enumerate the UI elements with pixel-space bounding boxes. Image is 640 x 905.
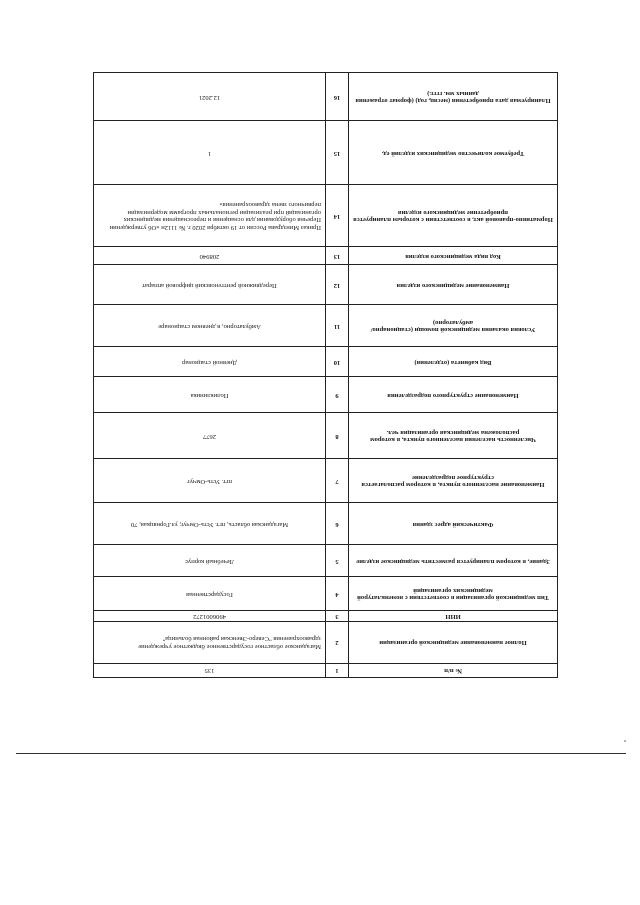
table-row: [94, 305, 558, 347]
row-value: Лечебный корпус: [94, 545, 326, 577]
table-row: [94, 247, 558, 265]
row-number: 13: [326, 247, 349, 265]
row-header: Численность населения населенного пункта, в котором расположена медицинская организация чел.: [349, 413, 558, 459]
table-row: [94, 664, 558, 678]
table-row: [94, 347, 558, 377]
table-row: [94, 503, 558, 545]
row-header: ИНН: [349, 611, 558, 622]
row-header: Тип медицинской организации в соответствии с номенклатурой медицинских организаций: [349, 577, 558, 611]
row-header: Здание, в котором планируется разместить медицинское изделие: [349, 545, 558, 577]
row-value: Магаданская область, пгт. Усть-Омчуг, ул.Горняцкая, 70: [94, 503, 326, 545]
row-value: пгт. Усть-Омчуг: [94, 459, 326, 503]
table-row: [94, 622, 558, 664]
row-header: Нормативно-правовой акт, в соответствии с которым планируется приобретение медицинского изделия: [349, 185, 558, 247]
row-value: 208940: [94, 247, 326, 265]
table-row: [94, 413, 558, 459]
scan-speck: [624, 740, 626, 742]
row-value: 12.2021: [94, 73, 326, 121]
row-value: 2677: [94, 413, 326, 459]
row-header: Наименование структурного подразделения: [349, 377, 558, 413]
row-number: 14: [326, 185, 349, 247]
rotated-table: [93, 73, 558, 678]
row-header: Вид кабинета (отделения): [349, 347, 558, 377]
row-header: Фактический адрес здания: [349, 503, 558, 545]
row-value: 135: [94, 664, 326, 678]
row-number: 11: [326, 305, 349, 347]
row-value: 4906001272: [94, 611, 326, 622]
row-header: Полное наименование медицинской организации: [349, 622, 558, 664]
row-number: 9: [326, 377, 349, 413]
horizontal-divider: [16, 753, 626, 754]
table-row: [94, 545, 558, 577]
row-header: Планируемая дата приобретения (месяц, год) (формат отражения данных мм. гггг.): [349, 73, 558, 121]
row-header: № п/п: [349, 664, 558, 678]
row-value: Государственная: [94, 577, 326, 611]
row-number: 15: [326, 121, 349, 185]
table-row: [94, 611, 558, 622]
table-row: [94, 185, 558, 247]
row-number: 7: [326, 459, 349, 503]
table-row: [94, 459, 558, 503]
row-value: Поликлиника: [94, 377, 326, 413]
table-row: [94, 577, 558, 611]
table-row: [94, 265, 558, 305]
row-header: Требуемое количество медицинских изделий ед.: [349, 121, 558, 185]
row-value: Магаданское областное государственное бюджетное учреждение здравоохранения "Северо-Эвенская районная больница": [94, 622, 326, 664]
row-number: 12: [326, 265, 349, 305]
row-number: 8: [326, 413, 349, 459]
row-number: 5: [326, 545, 349, 577]
row-number: 1: [326, 664, 349, 678]
row-value: Передвижной рентгеновский цифровой аппарат: [94, 265, 326, 305]
row-header: Наименование медицинского изделия: [349, 265, 558, 305]
row-number: 6: [326, 503, 349, 545]
row-number: 16: [326, 73, 349, 121]
table-row: [94, 73, 558, 121]
row-value: Дневной стационар: [94, 347, 326, 377]
table-row: [94, 121, 558, 185]
equipment-table: [93, 72, 558, 678]
row-number: 10: [326, 347, 349, 377]
row-value: Приказ Минздрава России от 19 октября 2020 г. № 1112н «Об утверждении Перечня оборудования для оснащения и переоснащения медицинских организаций при реализации региональных программ модернизации первичного звена здравоохранения»: [94, 185, 326, 247]
row-header: Условия оказания медицинской помощи (стационарно/амбулаторно): [349, 305, 558, 347]
table-row: [94, 377, 558, 413]
row-header: Код вида медицинского изделия: [349, 247, 558, 265]
row-value: Амбулаторно, в дневном стационаре: [94, 305, 326, 347]
row-number: 2: [326, 622, 349, 664]
row-number: 4: [326, 577, 349, 611]
row-header: Наименование населенного пункта, в котором располагается структурное подразделение: [349, 459, 558, 503]
row-value: 1: [94, 121, 326, 185]
row-number: 3: [326, 611, 349, 622]
